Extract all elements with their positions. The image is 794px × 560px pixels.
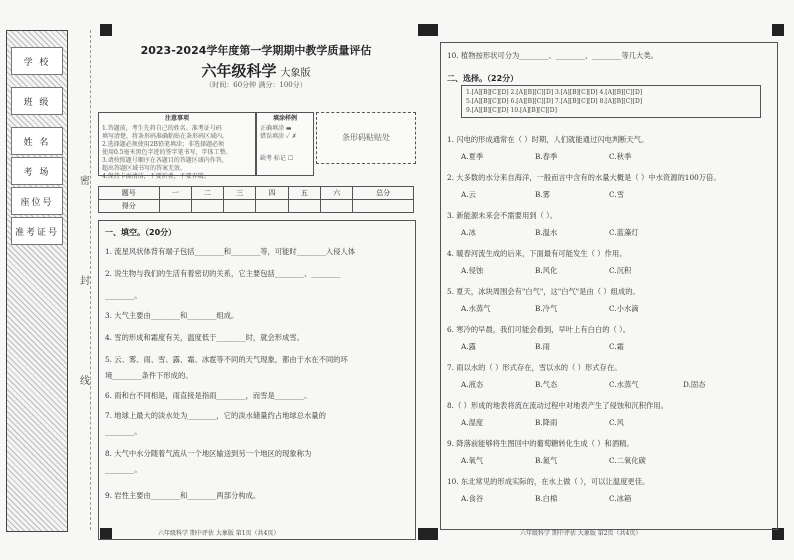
exam-title: 2023-2024学年度第一学期期中教学质量评估: [140, 44, 372, 57]
seal-mark: 密: [80, 176, 90, 187]
name-field[interactable]: 姓 名: [11, 127, 63, 155]
ticket-number-field[interactable]: 准考证号: [11, 217, 63, 245]
choice-question: 8.（ ）形成的地表将流在流动过程中对地表产生了侵蚀和沉积作用。: [447, 401, 668, 410]
seat-number-field[interactable]: 座位号: [11, 187, 63, 215]
choice-option: C.小水滴: [609, 304, 639, 313]
choice-option: D.固态: [683, 380, 706, 389]
right-frame: [440, 42, 778, 530]
choice-option: C.冰箱: [609, 494, 632, 503]
choice-option: A.湿度: [461, 418, 484, 427]
section-title: 一、填空。（20分）: [105, 228, 177, 237]
barcode-area: 条形码粘贴处: [316, 112, 416, 164]
choice-option: A.冰: [461, 228, 476, 237]
choice-option: A.云: [461, 190, 476, 199]
page-footer: 六年级科学 期中评估 大象版 第2页（共4页）: [520, 530, 642, 537]
subject-title: 六年级科学 大象版: [201, 62, 311, 80]
score-cell[interactable]: [288, 200, 320, 213]
fill-question: 4. 雪的形成和霜度有关，温度低于________时，就会形成雪。: [105, 333, 304, 342]
notice-line: 2.选择题必须使用2B铅笔填涂；非选择题必须: [102, 141, 224, 148]
fill-question: ________。: [105, 465, 142, 474]
choice-option: C.二氧化碳: [609, 456, 646, 465]
score-header-cell: 一: [159, 187, 191, 200]
class-field[interactable]: 班 级: [11, 87, 63, 115]
choice-question: 10. 东北常见的形成实际的，在水上做（ ），可以让温度更佳。: [447, 477, 650, 486]
choice-option: C.雪: [609, 190, 624, 199]
choice-option: C.蓝藻灯: [609, 228, 639, 237]
notice-line: 3.请按照题号顺序在各题目的答题区域内作答，: [102, 157, 228, 164]
choice-option: C.沉积: [609, 266, 632, 275]
choice-option: A.水蒸气: [461, 304, 491, 313]
fill-question: 3. 大气主要由________和________组成。: [105, 311, 239, 320]
choice-option: C.水蒸气: [609, 380, 639, 389]
missing-mark[interactable]: 缺考 标记 ☐: [260, 155, 294, 162]
choice-option: C.风: [609, 418, 624, 427]
notice-line: 填写清楚，将条形码准确粘贴在条形码区域内。: [102, 133, 229, 140]
choice-question: 6. 寒冷的早晨，我们可能会看到，早叶上有白白的（ ）。: [447, 325, 631, 334]
choice-option: C.秋季: [609, 152, 632, 161]
choice-option: C.霜: [609, 342, 624, 351]
binding-line: [90, 30, 91, 530]
choice-question: 9. 降落前能够将生图回中的葡萄糖转化生成（ ）和酒精。: [447, 439, 634, 448]
fill-question: ________。: [105, 427, 142, 436]
choice-question: 1. 闪电的形成通常在（ ）时期，人们就能通过闪电判断天气。: [447, 135, 649, 144]
right-page: [440, 22, 776, 542]
fill-question: ________。: [105, 291, 142, 300]
binding-strip: [6, 30, 68, 532]
fill-question: 1. 流星风状体背有端子包括________和________等，可能时________入侵人体: [105, 247, 356, 256]
notice-line: 1.答题前，考生先将自己的姓名、准考证号码: [102, 125, 222, 132]
seal-mark: 线: [80, 376, 90, 387]
fill-question: 9. 岩性主要由________和________两部分构成。: [105, 491, 261, 500]
choice-option: B.温水: [535, 228, 558, 237]
score-header-cell: 二: [191, 187, 223, 200]
score-header-cell: 四: [256, 187, 288, 200]
fill-question: 7. 地球上最大的淡水处为________，它的淡水储量约占地球总水量的: [105, 411, 326, 420]
score-cell[interactable]: [256, 200, 288, 213]
fill-sample-box: 填涂样例 正确填涂 ▬ 错误填涂 ✓ ✗ 缺考 标记 ☐: [256, 112, 314, 176]
notice-line: 超出答题区域书写的答案无效。: [102, 165, 187, 172]
score-header-cell: 三: [224, 187, 256, 200]
choice-question: 4. 暖春河流生成的后来，下面最有可能发生（ ）作用。: [447, 249, 627, 258]
fill-question: 6. 雨和台不同相是，雨直接是指雨________，而雪是________。: [105, 391, 312, 400]
score-header-cell: 总分: [353, 187, 414, 200]
answer-grid[interactable]: 1.[A][B][C][D] 2.[A][B][C][D] 3.[A][B][C][D] 4.[A][B][C][D] 5.[A][B][C][D] 6.[A][B][C][D] 7.[A][B][C][D] 8.[A][B][C][D] 9.[A][B][C][D] 10.[A][B][C][D]: [461, 85, 761, 118]
choice-option: B.风化: [535, 266, 558, 275]
exam-meta: （时间：60分钟 满分：100分）: [205, 81, 307, 89]
fill-question: 境________条件下形成的。: [105, 371, 193, 380]
score-header-cell: 五: [288, 187, 320, 200]
question-10: 10. 植物按形状可分为________、________、________等几大类。: [447, 51, 658, 60]
score-cell[interactable]: [159, 200, 191, 213]
choice-question: 5. 夏天，冰块周围会有"白气"，这"白气"是由（ ）组成的。: [447, 287, 640, 296]
fill-question: 5. 云、雾、雨、雪、露、霜、冰雹等不同的天气现象，都由于水在不同的环: [105, 355, 348, 364]
page-footer: 六年级科学 期中评估 大象版 第1页（共4页）: [158, 530, 280, 537]
score-cell[interactable]: [191, 200, 223, 213]
score-header-cell: 六: [321, 187, 353, 200]
left-page: [98, 22, 414, 542]
choice-option: A.侵蚀: [461, 266, 484, 275]
choice-question: 7. 雨以水的（ ）形式存在，雪以水的（ ）形式存在。: [447, 363, 622, 372]
notice-line: 4.保持卡面清洁，不要折叠，不要弄破。: [102, 173, 210, 180]
score-cell[interactable]: [353, 200, 414, 213]
choice-option: A.夏季: [461, 152, 484, 161]
score-cell[interactable]: [224, 200, 256, 213]
exam-room-field[interactable]: 考 场: [11, 157, 63, 185]
choice-option: B.雾: [535, 190, 550, 199]
school-field[interactable]: 学 校: [11, 47, 63, 75]
choice-question: 2. 大多数的水分来自海洋，一般而言中含有的水量大概是（ ）中水资源的100万倍。: [447, 173, 721, 182]
choice-option: B.白棉: [535, 494, 558, 503]
choice-option: B.春季: [535, 152, 558, 161]
choice-option: B.雨: [535, 342, 550, 351]
registration-mark: [426, 528, 438, 540]
choice-option: A.露: [461, 342, 476, 351]
fill-question: 2. 说生物与我们的生活有着密切的关系，它主要包括________、________: [105, 269, 341, 278]
choice-option: B.气态: [535, 380, 558, 389]
section-title: 二、选择。（22分）: [447, 74, 519, 83]
fill-question: 8. 大气中水分随着气流从一个地区输送到另一个地区的现象称为: [105, 449, 312, 458]
score-cell[interactable]: [321, 200, 353, 213]
notice-box: 注意事项 1.答题前，考生先将自己的姓名、准考证号码 填写清楚，将条形码准确粘贴在条形码区域内。 2.选择题必须使用2B铅笔填涂；非选择题必须 使用0.5毫米黑色字迹的签字笔书写，字体工整。 3.请按照题号顺序在各题目的答题区域内作答， 超出答题区域书写的答案无效。 4.保持卡面清洁，不要折叠，不要弄破。: [98, 112, 256, 176]
score-header-cell: 题号: [99, 187, 160, 200]
score-table: [98, 186, 414, 213]
score-row-label: 得分: [99, 200, 160, 213]
choice-question: 3. 新能源未来会不需要用到（ ）。: [447, 211, 558, 220]
choice-option: A.液态: [461, 380, 484, 389]
seal-mark: 封: [80, 276, 90, 287]
choice-option: B.氮气: [535, 456, 558, 465]
registration-mark: [426, 24, 438, 36]
notice-line: 使用0.5毫米黑色字迹的签字笔书写，字体工整。: [102, 149, 232, 156]
choice-option: B.降雨: [535, 418, 558, 427]
choice-option: A.氧气: [461, 456, 484, 465]
choice-option: B.冷气: [535, 304, 558, 313]
fill-section: [98, 220, 416, 540]
choice-option: A.食谷: [461, 494, 484, 503]
